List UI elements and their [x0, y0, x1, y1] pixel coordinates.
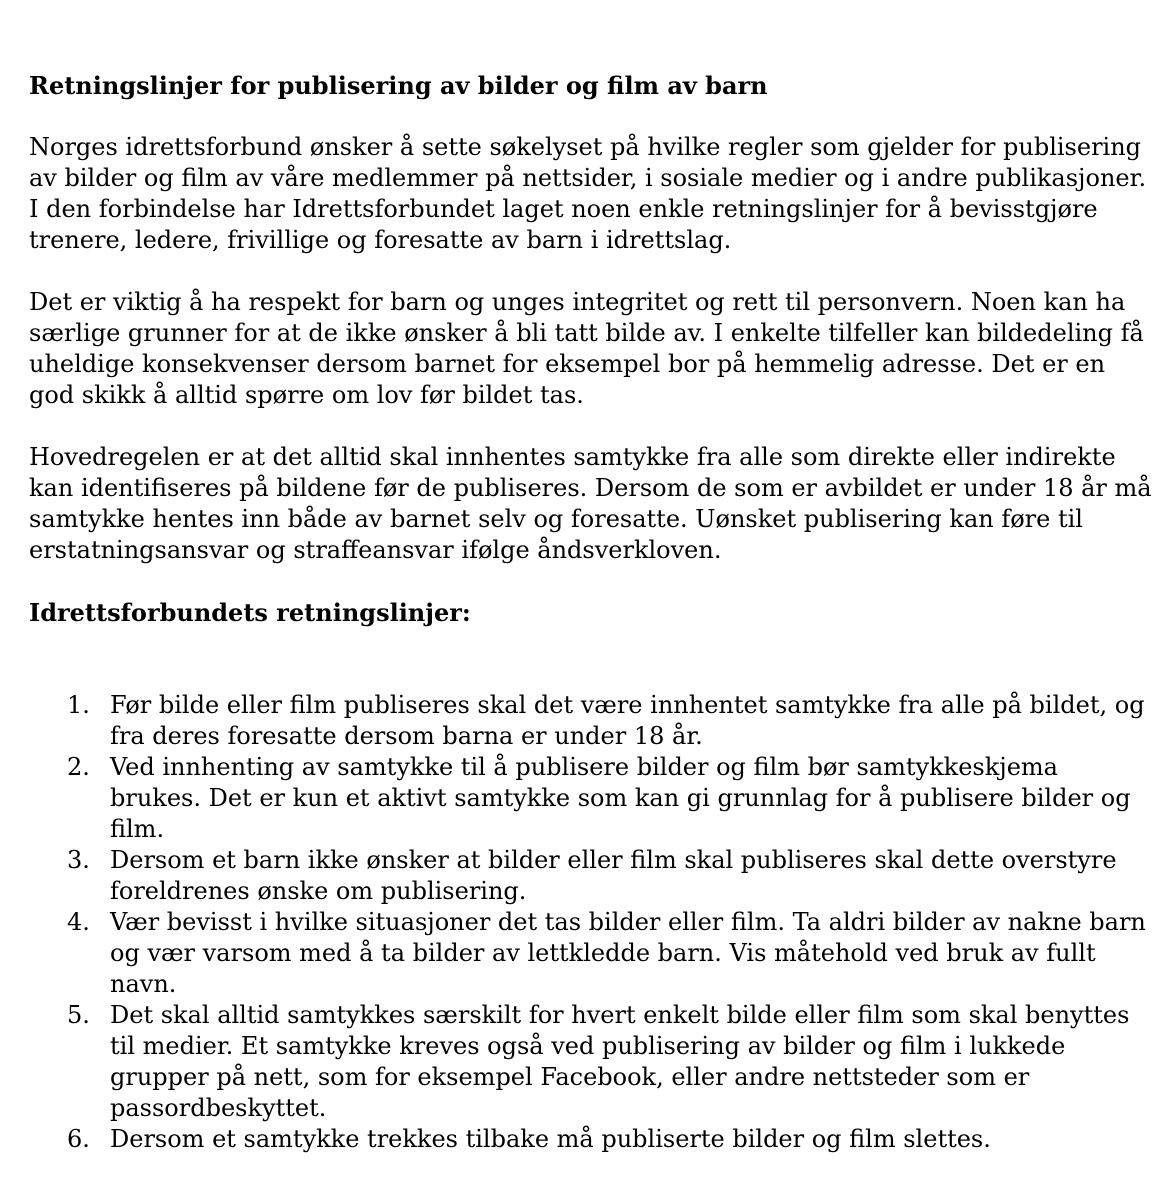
- list-item: [29, 1124, 1154, 1155]
- list-item-text: Før bilde eller film publiseres skal det være innhentet samtykke fra alle på bildet, og fra deres foresatte dersom barna er under 18 år.: [110, 691, 1145, 750]
- guidelines-list: [29, 690, 1154, 1155]
- list-item-text: Dersom et barn ikke ønsker at bilder eller film skal publiseres skal dette overstyre foreldrenes ønske om publisering.: [110, 846, 1117, 905]
- list-item: [29, 752, 1154, 845]
- list-item-number: 1.: [67, 691, 90, 719]
- list-item: [29, 1000, 1154, 1124]
- list-item: [29, 907, 1154, 1000]
- list-item: [29, 690, 1154, 752]
- list-item-text: Ved innhenting av samtykke til å publisere bilder og film bør samtykkeskjema brukes. Det er kun et aktivt samtykke som kan gi grunnlag for å publisere bilder og film.: [110, 753, 1131, 843]
- document-page: [29, 70, 1154, 1155]
- list-item-number: 5.: [67, 1001, 90, 1029]
- list-item: [29, 845, 1154, 907]
- document-title: Retningslinjer for publisering av bilder og film av barn: [29, 71, 768, 100]
- intro-paragraph: Norges idrettsforbund ønsker å sette søkelyset på hvilke regler som gjelder for publisering av bilder og film av våre medlemmer på nettsider, i sosiale medier og i andre publikasjoner. I den forbindelse har Idrettsforbundet laget noen enkle retningslinjer for å bevisstgjøre trenere, ledere, frivillige og foresatte av barn i idrettslag.: [29, 133, 1147, 254]
- main-rule-paragraph: Hovedregelen er at det alltid skal innhentes samtykke fra alle som direkte eller indirekte kan identifiseres på bildene før de publiseres. Dersom de som er avbildet er under 18 år må samtykke hentes inn både av barnet selv og foresatte. Uønsket publisering kan føre til erstatningsansvar og straffeansvar ifølge åndsverkloven.: [29, 443, 1152, 564]
- list-item-number: 2.: [67, 753, 90, 781]
- guidelines-heading: Idrettsforbundets retningslinjer:: [29, 598, 471, 627]
- list-item-number: 3.: [67, 846, 90, 874]
- list-item-text: Det skal alltid samtykkes særskilt for hvert enkelt bilde eller film som skal benyttes til medier. Et samtykke kreves også ved publisering av bilder og film i lukkede grupper på nett, som for eksempel Facebook, eller andre nettsteder som er passordbeskyttet.: [110, 1001, 1130, 1122]
- list-item-number: 4.: [67, 908, 90, 936]
- list-item-number: 6.: [67, 1125, 90, 1153]
- respect-paragraph: Det er viktig å ha respekt for barn og unges integritet og rett til personvern. Noen kan ha særlige grunner for at de ikke ønsker å bli tatt bilde av. I enkelte tilfeller kan bildedeling få uheldige konsekvenser dersom barnet for eksempel bor på hemmelig adresse. Det er en god skikk å alltid spørre om lov før bildet tas.: [29, 288, 1144, 409]
- list-item-text: Dersom et samtykke trekkes tilbake må publiserte bilder og film slettes.: [110, 1125, 991, 1153]
- list-item-text: Vær bevisst i hvilke situasjoner det tas bilder eller film. Ta aldri bilder av nakne barn og vær varsom med å ta bilder av lettkledde barn. Vis måtehold ved bruk av fullt navn.: [110, 908, 1146, 998]
